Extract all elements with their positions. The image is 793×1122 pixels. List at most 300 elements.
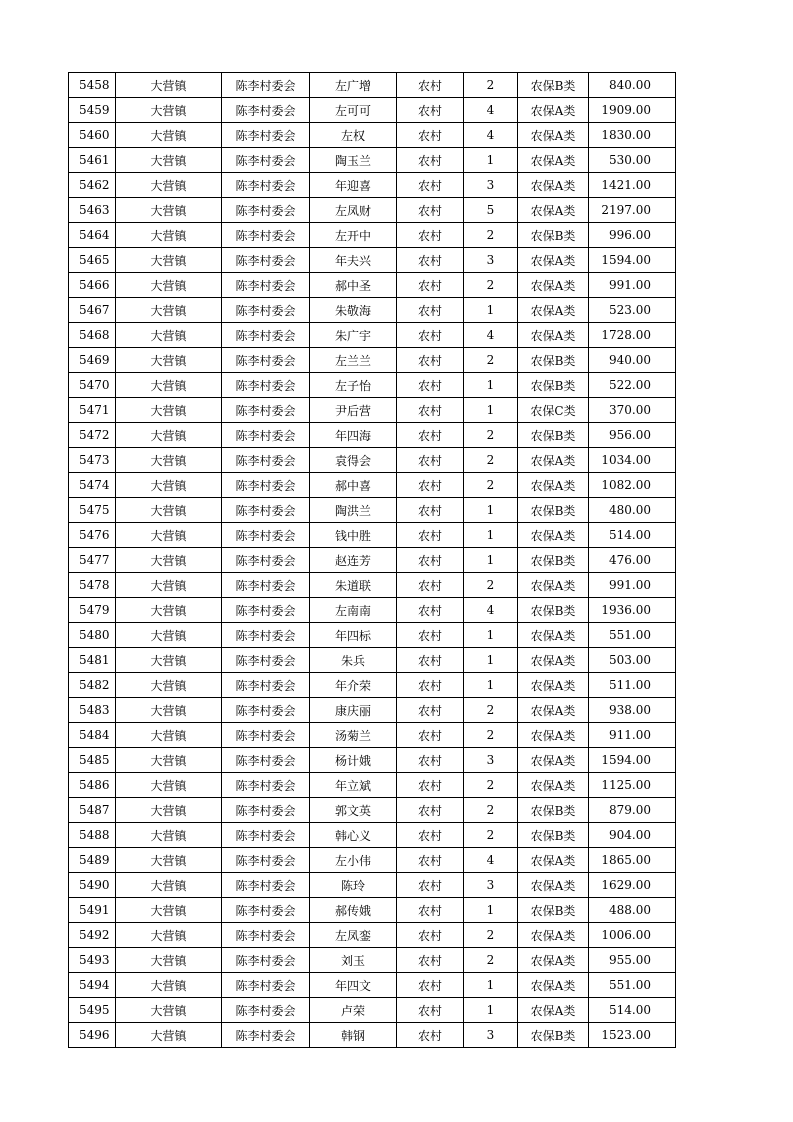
- cell-person-name: 韩心义: [310, 823, 397, 848]
- cell-household-type: 农村: [397, 248, 464, 273]
- table-row: [69, 848, 676, 873]
- cell-family-size: 1: [464, 973, 518, 998]
- cell-amount: 476.00: [589, 548, 676, 573]
- cell-township: 大营镇: [116, 398, 222, 423]
- cell-family-size: 3: [464, 248, 518, 273]
- cell-household-type: 农村: [397, 648, 464, 673]
- cell-amount: 551.00: [589, 623, 676, 648]
- cell-amount: 1865.00: [589, 848, 676, 873]
- cell-insurance-category: 农保A类: [518, 523, 589, 548]
- cell-family-size: 2: [464, 698, 518, 723]
- cell-amount: 530.00: [589, 148, 676, 173]
- cell-family-size: 1: [464, 523, 518, 548]
- cell-family-size: 3: [464, 748, 518, 773]
- cell-household-type: 农村: [397, 823, 464, 848]
- cell-township: 大营镇: [116, 573, 222, 598]
- cell-household-type: 农村: [397, 798, 464, 823]
- cell-serial-number: 5468: [69, 323, 116, 348]
- cell-household-type: 农村: [397, 848, 464, 873]
- cell-township: 大营镇: [116, 823, 222, 848]
- cell-insurance-category: 农保A类: [518, 248, 589, 273]
- table-row: [69, 348, 676, 373]
- cell-township: 大营镇: [116, 498, 222, 523]
- cell-insurance-category: 农保A类: [518, 773, 589, 798]
- cell-amount: 488.00: [589, 898, 676, 923]
- cell-insurance-category: 农保A类: [518, 698, 589, 723]
- table-row: [69, 798, 676, 823]
- cell-family-size: 1: [464, 373, 518, 398]
- table-row: [69, 573, 676, 598]
- cell-person-name: 郝传娥: [310, 898, 397, 923]
- cell-person-name: 汤菊兰: [310, 723, 397, 748]
- table-row: [69, 298, 676, 323]
- cell-family-size: 1: [464, 398, 518, 423]
- cell-serial-number: 5473: [69, 448, 116, 473]
- cell-serial-number: 5486: [69, 773, 116, 798]
- cell-amount: 551.00: [589, 973, 676, 998]
- cell-serial-number: 5472: [69, 423, 116, 448]
- cell-family-size: 1: [464, 673, 518, 698]
- cell-family-size: 5: [464, 198, 518, 223]
- cell-serial-number: 5495: [69, 998, 116, 1023]
- cell-household-type: 农村: [397, 173, 464, 198]
- table-row: [69, 923, 676, 948]
- cell-serial-number: 5483: [69, 698, 116, 723]
- table-row: [69, 398, 676, 423]
- cell-insurance-category: 农保B类: [518, 423, 589, 448]
- cell-township: 大营镇: [116, 323, 222, 348]
- cell-amount: 514.00: [589, 523, 676, 548]
- cell-insurance-category: 农保B类: [518, 73, 589, 98]
- cell-township: 大营镇: [116, 123, 222, 148]
- cell-insurance-category: 农保B类: [518, 598, 589, 623]
- cell-amount: 1034.00: [589, 448, 676, 473]
- cell-serial-number: 5465: [69, 248, 116, 273]
- cell-family-size: 2: [464, 73, 518, 98]
- cell-person-name: 郝中圣: [310, 273, 397, 298]
- cell-person-name: 左兰兰: [310, 348, 397, 373]
- table-row: [69, 223, 676, 248]
- table-row: [69, 673, 676, 698]
- cell-insurance-category: 农保C类: [518, 398, 589, 423]
- cell-village-committee: 陈李村委会: [222, 273, 310, 298]
- cell-township: 大营镇: [116, 723, 222, 748]
- cell-household-type: 农村: [397, 898, 464, 923]
- cell-family-size: 2: [464, 348, 518, 373]
- cell-family-size: 4: [464, 98, 518, 123]
- cell-family-size: 1: [464, 498, 518, 523]
- cell-village-committee: 陈李村委会: [222, 973, 310, 998]
- cell-amount: 996.00: [589, 223, 676, 248]
- table-row: [69, 998, 676, 1023]
- cell-amount: 1594.00: [589, 748, 676, 773]
- cell-family-size: 2: [464, 723, 518, 748]
- cell-serial-number: 5494: [69, 973, 116, 998]
- cell-household-type: 农村: [397, 873, 464, 898]
- cell-family-size: 3: [464, 173, 518, 198]
- cell-village-committee: 陈李村委会: [222, 673, 310, 698]
- cell-amount: 904.00: [589, 823, 676, 848]
- cell-family-size: 1: [464, 648, 518, 673]
- cell-amount: 1523.00: [589, 1023, 676, 1048]
- cell-person-name: 年迎喜: [310, 173, 397, 198]
- cell-person-name: 年四海: [310, 423, 397, 448]
- cell-serial-number: 5458: [69, 73, 116, 98]
- cell-serial-number: 5482: [69, 673, 116, 698]
- cell-household-type: 农村: [397, 598, 464, 623]
- cell-village-committee: 陈李村委会: [222, 148, 310, 173]
- cell-serial-number: 5459: [69, 98, 116, 123]
- table-row: [69, 423, 676, 448]
- cell-family-size: 3: [464, 1023, 518, 1048]
- table-row: [69, 498, 676, 523]
- cell-household-type: 农村: [397, 273, 464, 298]
- cell-village-committee: 陈李村委会: [222, 598, 310, 623]
- cell-township: 大营镇: [116, 348, 222, 373]
- table-row: [69, 948, 676, 973]
- table-row: [69, 598, 676, 623]
- cell-person-name: 左凤财: [310, 198, 397, 223]
- table-row: [69, 773, 676, 798]
- cell-person-name: 卢荣: [310, 998, 397, 1023]
- cell-person-name: 袁得会: [310, 448, 397, 473]
- cell-family-size: 4: [464, 323, 518, 348]
- cell-family-size: 3: [464, 873, 518, 898]
- cell-insurance-category: 农保B类: [518, 1023, 589, 1048]
- table-row: [69, 73, 676, 98]
- cell-township: 大营镇: [116, 998, 222, 1023]
- cell-insurance-category: 农保A类: [518, 448, 589, 473]
- cell-household-type: 农村: [397, 448, 464, 473]
- cell-household-type: 农村: [397, 723, 464, 748]
- cell-household-type: 农村: [397, 298, 464, 323]
- cell-family-size: 2: [464, 273, 518, 298]
- cell-family-size: 4: [464, 123, 518, 148]
- cell-household-type: 农村: [397, 73, 464, 98]
- table-row: [69, 973, 676, 998]
- cell-household-type: 农村: [397, 98, 464, 123]
- cell-family-size: 2: [464, 573, 518, 598]
- cell-village-committee: 陈李村委会: [222, 248, 310, 273]
- table-row: [69, 623, 676, 648]
- cell-person-name: 赵连芳: [310, 548, 397, 573]
- cell-family-size: 2: [464, 798, 518, 823]
- cell-amount: 2197.00: [589, 198, 676, 223]
- cell-serial-number: 5480: [69, 623, 116, 648]
- cell-township: 大营镇: [116, 523, 222, 548]
- cell-insurance-category: 农保A类: [518, 648, 589, 673]
- cell-amount: 370.00: [589, 398, 676, 423]
- cell-serial-number: 5481: [69, 648, 116, 673]
- cell-township: 大营镇: [116, 198, 222, 223]
- cell-serial-number: 5478: [69, 573, 116, 598]
- cell-amount: 1006.00: [589, 923, 676, 948]
- cell-family-size: 1: [464, 548, 518, 573]
- cell-household-type: 农村: [397, 373, 464, 398]
- cell-insurance-category: 农保A类: [518, 148, 589, 173]
- cell-insurance-category: 农保A类: [518, 573, 589, 598]
- cell-insurance-category: 农保B类: [518, 898, 589, 923]
- cell-village-committee: 陈李村委会: [222, 773, 310, 798]
- cell-serial-number: 5462: [69, 173, 116, 198]
- table-row: [69, 823, 676, 848]
- cell-person-name: 韩钢: [310, 1023, 397, 1048]
- cell-village-committee: 陈李村委会: [222, 948, 310, 973]
- cell-serial-number: 5492: [69, 923, 116, 948]
- cell-serial-number: 5461: [69, 148, 116, 173]
- cell-insurance-category: 农保A类: [518, 998, 589, 1023]
- cell-township: 大营镇: [116, 973, 222, 998]
- cell-village-committee: 陈李村委会: [222, 1023, 310, 1048]
- cell-village-committee: 陈李村委会: [222, 923, 310, 948]
- table-row: [69, 148, 676, 173]
- cell-household-type: 农村: [397, 923, 464, 948]
- cell-township: 大营镇: [116, 173, 222, 198]
- cell-amount: 1909.00: [589, 98, 676, 123]
- cell-serial-number: 5469: [69, 348, 116, 373]
- cell-person-name: 朱广宇: [310, 323, 397, 348]
- cell-person-name: 钱中胜: [310, 523, 397, 548]
- cell-serial-number: 5475: [69, 498, 116, 523]
- cell-township: 大营镇: [116, 1023, 222, 1048]
- cell-township: 大营镇: [116, 848, 222, 873]
- cell-household-type: 农村: [397, 473, 464, 498]
- cell-household-type: 农村: [397, 773, 464, 798]
- cell-serial-number: 5470: [69, 373, 116, 398]
- cell-village-committee: 陈李村委会: [222, 573, 310, 598]
- cell-family-size: 2: [464, 773, 518, 798]
- cell-village-committee: 陈李村委会: [222, 298, 310, 323]
- allowance-table: [68, 72, 676, 1048]
- cell-insurance-category: 农保A类: [518, 198, 589, 223]
- cell-village-committee: 陈李村委会: [222, 823, 310, 848]
- cell-amount: 503.00: [589, 648, 676, 673]
- cell-amount: 911.00: [589, 723, 676, 748]
- table-row: [69, 173, 676, 198]
- cell-township: 大营镇: [116, 148, 222, 173]
- cell-township: 大营镇: [116, 923, 222, 948]
- cell-person-name: 陈玲: [310, 873, 397, 898]
- cell-amount: 1936.00: [589, 598, 676, 623]
- cell-person-name: 左广增: [310, 73, 397, 98]
- cell-serial-number: 5485: [69, 748, 116, 773]
- cell-insurance-category: 农保A类: [518, 923, 589, 948]
- cell-person-name: 年立斌: [310, 773, 397, 798]
- cell-serial-number: 5484: [69, 723, 116, 748]
- cell-family-size: 1: [464, 898, 518, 923]
- table-row: [69, 723, 676, 748]
- cell-insurance-category: 农保A类: [518, 973, 589, 998]
- cell-village-committee: 陈李村委会: [222, 548, 310, 573]
- cell-insurance-category: 农保A类: [518, 273, 589, 298]
- cell-household-type: 农村: [397, 148, 464, 173]
- cell-township: 大营镇: [116, 773, 222, 798]
- cell-village-committee: 陈李村委会: [222, 73, 310, 98]
- cell-household-type: 农村: [397, 748, 464, 773]
- cell-village-committee: 陈李村委会: [222, 398, 310, 423]
- cell-amount: 991.00: [589, 573, 676, 598]
- cell-amount: 879.00: [589, 798, 676, 823]
- cell-person-name: 年四文: [310, 973, 397, 998]
- table-row: [69, 373, 676, 398]
- cell-family-size: 2: [464, 473, 518, 498]
- table-row: [69, 98, 676, 123]
- cell-amount: 991.00: [589, 273, 676, 298]
- cell-township: 大营镇: [116, 873, 222, 898]
- cell-serial-number: 5463: [69, 198, 116, 223]
- cell-person-name: 左南南: [310, 598, 397, 623]
- cell-household-type: 农村: [397, 323, 464, 348]
- cell-amount: 480.00: [589, 498, 676, 523]
- table-row: [69, 273, 676, 298]
- table-row: [69, 873, 676, 898]
- cell-person-name: 左权: [310, 123, 397, 148]
- cell-insurance-category: 农保A类: [518, 673, 589, 698]
- cell-amount: 514.00: [589, 998, 676, 1023]
- cell-amount: 955.00: [589, 948, 676, 973]
- cell-insurance-category: 农保B类: [518, 223, 589, 248]
- cell-amount: 522.00: [589, 373, 676, 398]
- cell-insurance-category: 农保B类: [518, 373, 589, 398]
- cell-village-committee: 陈李村委会: [222, 998, 310, 1023]
- cell-village-committee: 陈李村委会: [222, 723, 310, 748]
- cell-insurance-category: 农保A类: [518, 323, 589, 348]
- cell-insurance-category: 农保A类: [518, 123, 589, 148]
- cell-township: 大营镇: [116, 798, 222, 823]
- cell-household-type: 农村: [397, 498, 464, 523]
- cell-insurance-category: 农保A类: [518, 848, 589, 873]
- table-row: [69, 1023, 676, 1048]
- cell-person-name: 左凤銮: [310, 923, 397, 948]
- cell-insurance-category: 农保A类: [518, 873, 589, 898]
- cell-amount: 523.00: [589, 298, 676, 323]
- cell-township: 大营镇: [116, 223, 222, 248]
- cell-family-size: 1: [464, 298, 518, 323]
- cell-township: 大营镇: [116, 748, 222, 773]
- cell-village-committee: 陈李村委会: [222, 798, 310, 823]
- cell-serial-number: 5467: [69, 298, 116, 323]
- cell-amount: 1728.00: [589, 323, 676, 348]
- cell-household-type: 农村: [397, 423, 464, 448]
- table-row: [69, 198, 676, 223]
- cell-amount: 1629.00: [589, 873, 676, 898]
- table-row: [69, 648, 676, 673]
- table-row: [69, 523, 676, 548]
- cell-township: 大营镇: [116, 73, 222, 98]
- cell-person-name: 左开中: [310, 223, 397, 248]
- cell-insurance-category: 农保B类: [518, 548, 589, 573]
- table-row: [69, 473, 676, 498]
- cell-family-size: 2: [464, 948, 518, 973]
- cell-serial-number: 5489: [69, 848, 116, 873]
- cell-person-name: 朱敬海: [310, 298, 397, 323]
- cell-insurance-category: 农保A类: [518, 948, 589, 973]
- cell-village-committee: 陈李村委会: [222, 648, 310, 673]
- cell-insurance-category: 农保B类: [518, 498, 589, 523]
- cell-village-committee: 陈李村委会: [222, 423, 310, 448]
- table-row: [69, 748, 676, 773]
- cell-person-name: 郝中喜: [310, 473, 397, 498]
- cell-township: 大营镇: [116, 673, 222, 698]
- cell-amount: 1830.00: [589, 123, 676, 148]
- cell-family-size: 2: [464, 823, 518, 848]
- cell-village-committee: 陈李村委会: [222, 898, 310, 923]
- cell-township: 大营镇: [116, 623, 222, 648]
- cell-village-committee: 陈李村委会: [222, 848, 310, 873]
- cell-township: 大营镇: [116, 373, 222, 398]
- table-row: [69, 698, 676, 723]
- cell-township: 大营镇: [116, 448, 222, 473]
- cell-village-committee: 陈李村委会: [222, 173, 310, 198]
- cell-serial-number: 5474: [69, 473, 116, 498]
- cell-serial-number: 5477: [69, 548, 116, 573]
- cell-insurance-category: 农保A类: [518, 473, 589, 498]
- cell-person-name: 朱兵: [310, 648, 397, 673]
- cell-household-type: 农村: [397, 623, 464, 648]
- cell-amount: 1082.00: [589, 473, 676, 498]
- cell-family-size: 4: [464, 598, 518, 623]
- cell-person-name: 陶玉兰: [310, 148, 397, 173]
- cell-household-type: 农村: [397, 673, 464, 698]
- cell-serial-number: 5487: [69, 798, 116, 823]
- cell-family-size: 1: [464, 623, 518, 648]
- cell-township: 大营镇: [116, 548, 222, 573]
- cell-person-name: 年夫兴: [310, 248, 397, 273]
- cell-amount: 511.00: [589, 673, 676, 698]
- table-row: [69, 323, 676, 348]
- cell-village-committee: 陈李村委会: [222, 748, 310, 773]
- cell-household-type: 农村: [397, 348, 464, 373]
- cell-village-committee: 陈李村委会: [222, 198, 310, 223]
- cell-township: 大营镇: [116, 948, 222, 973]
- cell-person-name: 刘玉: [310, 948, 397, 973]
- cell-family-size: 1: [464, 998, 518, 1023]
- cell-amount: 1125.00: [589, 773, 676, 798]
- cell-serial-number: 5464: [69, 223, 116, 248]
- cell-family-size: 4: [464, 848, 518, 873]
- cell-person-name: 左小伟: [310, 848, 397, 873]
- cell-family-size: 2: [464, 423, 518, 448]
- cell-village-committee: 陈李村委会: [222, 873, 310, 898]
- cell-amount: 1594.00: [589, 248, 676, 273]
- cell-person-name: 朱道联: [310, 573, 397, 598]
- table-row: [69, 898, 676, 923]
- cell-village-committee: 陈李村委会: [222, 323, 310, 348]
- cell-household-type: 农村: [397, 573, 464, 598]
- cell-household-type: 农村: [397, 948, 464, 973]
- cell-village-committee: 陈李村委会: [222, 698, 310, 723]
- table-row: [69, 123, 676, 148]
- cell-household-type: 农村: [397, 548, 464, 573]
- cell-serial-number: 5466: [69, 273, 116, 298]
- cell-person-name: 杨计娥: [310, 748, 397, 773]
- cell-household-type: 农村: [397, 523, 464, 548]
- cell-township: 大营镇: [116, 898, 222, 923]
- table-row: [69, 548, 676, 573]
- cell-village-committee: 陈李村委会: [222, 473, 310, 498]
- cell-person-name: 左可可: [310, 98, 397, 123]
- cell-serial-number: 5460: [69, 123, 116, 148]
- cell-household-type: 农村: [397, 998, 464, 1023]
- cell-township: 大营镇: [116, 598, 222, 623]
- cell-household-type: 农村: [397, 698, 464, 723]
- cell-village-committee: 陈李村委会: [222, 123, 310, 148]
- cell-household-type: 农村: [397, 1023, 464, 1048]
- cell-person-name: 郭文英: [310, 798, 397, 823]
- cell-person-name: 左子怡: [310, 373, 397, 398]
- cell-person-name: 年介荣: [310, 673, 397, 698]
- cell-amount: 956.00: [589, 423, 676, 448]
